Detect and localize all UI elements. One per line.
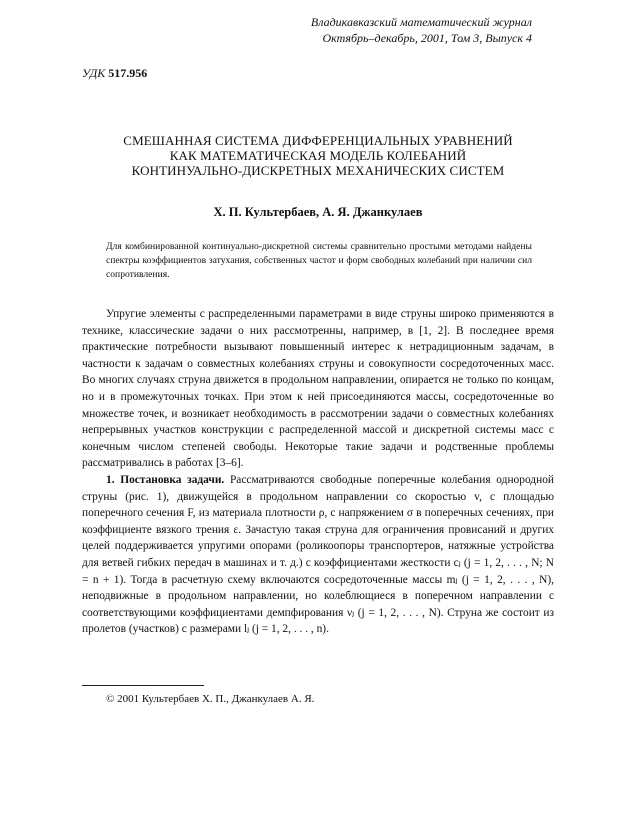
section-1-text: Рассматриваются свободные поперечные колебания однородной струны (рис. 1), движущейся в продольном направлении со скоростью v, с площадью поперечного сечения F, из материала плотности ρ, с напряжением σ в поперечных сечениях, при коэффициенте вязкого трения ε. Зачастую такая струна для ограничения провисаний и других целей поддерживается упругими опорами (роликоопоры транспортеров, натяжные устройства для ветвей гибких передач в машинах и т. д.) с коэффициентами жесткости cⱼ (j = 1, 2, . . . , N; N = n + 1). Тогда в расчетную схему включаются сосредоточенные массы mⱼ (j = 1, 2, . . . , N), неподвижные в продольном направлении, но колеблющиеся в поперечном направлении с соответствующими коэффициентами демпфирования νⱼ (j = 1, 2, . . . , N). Струна же состоит из пролетов (участков) с размерами lⱼ (j = 1, 2, . . . , n).: [82, 473, 554, 636]
udk-label: УДК: [82, 66, 106, 80]
section-1-heading: 1. Постановка задачи.: [106, 473, 225, 486]
paper-authors: Х. П. Культербаев, А. Я. Джанкулаев: [213, 205, 423, 219]
udk-line: [82, 66, 147, 81]
abstract: Для комбинированной континуально-дискретной системы сравнительно простыми методами найдены спектры коэффициентов затухания, собственных частот и форм свободных колебаний при наличии сил сопротивления.: [106, 241, 532, 280]
udk-code: 517.956: [108, 66, 148, 80]
section-1-paragraph: [82, 472, 554, 638]
journal-header: [311, 14, 532, 46]
footnote-rule: [82, 685, 204, 686]
paper-body: [82, 306, 554, 638]
copyright-note: © 2001 Культербаев Х. П., Джанкулаев А. Я.: [106, 693, 315, 705]
intro-paragraph: Упругие элементы с распределенными параметрами в виде струны широко применяются в технике, классические задачи о них рассмотренны, например, в [1, 2]. В последнее время практические потребности вызывают повышенный интерес к нетрадиционным задачам, в частности к задачам о совместных колебаниях струны и совокупности сосредоточенных масс. Во многих случаях струна движется в продольном направлении, опирается не только по концам, но и в промежуточных точках. При этом к ней присоединяются массы, сосредоточенные во множестве точек, и возникает необходимость в рассмотрении задачи о совместных колебаниях непрерывных участков конструкции с распределенной массой и дискретной системы масс с конечным числом степеней свободы. Некоторые такие задачи и родственные проблемы рассматривались в работах [3–6].: [82, 308, 554, 470]
journal-name: Владикавказский математический журнал: [310, 15, 532, 29]
journal-issue: Октябрь–декабрь, 2001, Том 3, Выпуск 4: [322, 31, 532, 45]
title-line-1: СМЕШАННАЯ СИСТЕМА ДИФФЕРЕНЦИАЛЬНЫХ УРАВНЕНИЙ: [123, 133, 513, 148]
title-line-2: КАК МАТЕМАТИЧЕСКАЯ МОДЕЛЬ КОЛЕБАНИЙ: [169, 148, 467, 163]
paper-title: [90, 133, 546, 178]
title-line-3: КОНТИНУАЛЬНО-ДИСКРЕТНЫХ МЕХАНИЧЕСКИХ СИСТЕМ: [131, 163, 505, 178]
